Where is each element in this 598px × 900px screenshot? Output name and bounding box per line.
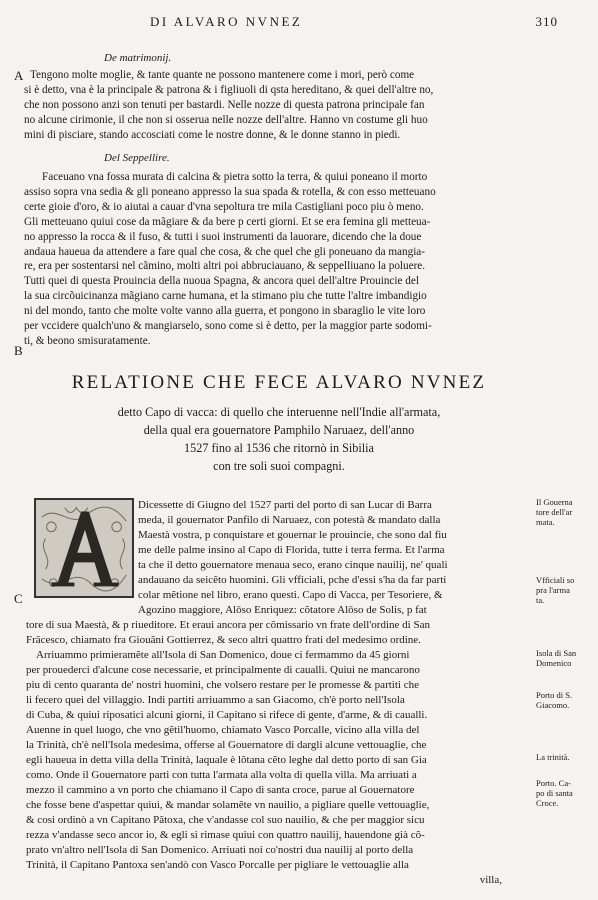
text-line: ti, & beono smisuratamente. (24, 334, 151, 347)
section-heading-marriage: De matrimonij. (104, 52, 172, 64)
margin-note (536, 497, 596, 527)
text-line: colar mẽtione nel libro, erano questi. Capo di Vacca, per Tesoriere, & (138, 589, 443, 601)
page-number: 310 (535, 14, 558, 29)
text-line: ta che il detto gouernatore menaua seco, erano cinque nauilij, ne' quali (138, 559, 448, 571)
text-line: no alcune cirimonie, il che non si osserua nelle nozze dell'altre. Hanno vn costume gli huo (24, 113, 428, 126)
decorated-initial-a-icon (36, 500, 132, 596)
text-line: per prouederci d'alcune cose necessarie, et principalmente di caualli. Quiui ne mancarono (26, 664, 420, 676)
note-line: Giacomo. (536, 700, 570, 710)
catchword: villa, (479, 874, 502, 886)
text-line: ni del mondo, tanto che molte volte vanno alla guerra, et pongono in sbaraglio le vite loro (24, 305, 426, 318)
note-line: Porto di S. (536, 690, 573, 700)
note-line: Porto. Ca- (536, 778, 571, 788)
margin-letter-c: C (14, 591, 23, 606)
relation-title: RELATIONE CHE FECE ALVARO NVNEZ (71, 372, 487, 393)
subtitle-line: detto Capo di vacca: di quello che interuenne nell'Indie all'armata, (117, 405, 441, 419)
text-line: andaua haueua da attendere a fare qual che cosa, & che quel che gli poneuano da mangia- (24, 245, 425, 258)
text-line: meda, il gouernator Panfilo di Naruaez, con potestà & mandato dalla (138, 514, 441, 526)
text-line: Auenne in quel luogo, che vno gẽtil'huomo, chiamato Vasco Porcalle, vicino alla villa del (26, 724, 420, 736)
text-line: mezzo il cammino a vn porto che chiamano il Capo di santa croce, parue al Gouernatore (26, 784, 415, 796)
decorated-initial (34, 498, 134, 598)
text-line: re, era per sostentarsi nel cãmino, molti altri poi abbruciauano, & seppelliuano la poluere. (24, 260, 426, 273)
body-text-main (26, 618, 532, 888)
text-line: li fecero quei del villaggio. Indi partiti arriuammo a san Giacomo, ch'è porto nell'Isola (26, 694, 405, 706)
text-line: Agozino maggiore, Alōso Enriquez: cõtatore Alōso de Solis, p fat (138, 604, 427, 616)
text-line: egli haueua in detta villa della Trinità, laquale è lõtana cẽto leghe dal detto porto di san Gia (26, 754, 427, 766)
text-line: si è detto, vna è la principale & patrona & i figliuoli di qsta hereditano, & quei dell'altre no, (24, 83, 434, 96)
note-line: ta. (536, 595, 545, 605)
text-line: tore di sua Maestà, & p riueditore. Et eraui ancora per cõmissario vn frate dell'ordine di San (26, 619, 430, 631)
text-line: prato vn'altro nell'Isola di San Domenico. Arriuati noi co'nostri dua nauilij al porto della (26, 844, 414, 856)
note-line: Croce. (536, 798, 559, 808)
margin-note (536, 648, 596, 668)
note-line: Isola di San (536, 648, 577, 658)
text-line: che non possono anzi son tenuti per bastardi. Nelle nozze di questa patrona principale fan (24, 98, 425, 111)
text-line: Faceuano vna fossa murata di calcina & pietra sotto la terra, & quiui poneano il morto (42, 171, 428, 183)
text-line: Frãcesco, chiamato fra Giouãni Gottierrez, & seco altri quattro frati del medesimo ordine. (26, 634, 421, 646)
margin-note (536, 690, 596, 710)
section-marriage-text (24, 68, 534, 143)
margin-note (536, 575, 596, 605)
subtitle-line: con tre soli suoi compagni. (213, 459, 345, 473)
text-line: certe gioie d'oro, & io aiutai a cauar d'vna sepoltura tre mila Castigliani poco piu ò meno. (24, 200, 424, 213)
margin-note (536, 778, 596, 808)
note-line: Il Gouerna (536, 497, 573, 507)
margin-letter-a: A (14, 68, 24, 83)
text-line: me delle palme insino al Capo di Florida, tutte i terra ferma. Et l'arma (138, 544, 445, 556)
text-line: per vccidere qualch'uno & mangiarselo, sono come si è detto, per la maggior parte sodomi- (24, 320, 432, 333)
note-line: Domenico (536, 658, 572, 668)
note-line: Vfficiali so (536, 575, 575, 585)
text-line: che fosse bene d'aspettar quiui, & mandar solamẽte vn nauilio, a pigliare quelle vettouaglie, (26, 799, 430, 811)
section-burial-text (24, 170, 534, 349)
subtitle-line: 1527 fino al 1536 che ritornò in Sibilia (184, 441, 374, 455)
text-line: Tengono molte moglie, & tante quante ne possono mantenere come i mori, però come (30, 69, 415, 81)
text-line: la Trinità, ch'è nell'Isola medesima, offerse al Gouernatore di dargli alcune vettouaglie, che (26, 739, 427, 751)
text-line: Gli metteuano quiui cose da mãgiare & da bere p certi giorni. Et se era femina gli metteua- (24, 215, 431, 228)
text-line: Tutti quei di questa Prouincia della nuoua Spagna, & ancora quei dell'altre Prouincie del (24, 275, 419, 288)
text-line: como. Onde il Gouernatore parti con tutta l'armata alla volta di quella villa. Ma arriuati a (26, 769, 417, 781)
text-line: la sua circõuicinanza mãgiano carne humana, et la stimano piu che tutte l'altre imbandigio (24, 290, 427, 303)
text-line: Maestà vostra, p conquistare et gouernar le prouincie, che sono dal fiu (138, 529, 447, 541)
note-line: pra l'arma (536, 585, 570, 595)
text-line: & cosi ordinò a vn Capitano Pãtoxa, che v'andasse col suo nauilio, & che per maggior sicu (26, 814, 425, 826)
text-line: assiso sopra vna sedia & gli poneano appresso la sua spada & rotella, & con esso metteuano (24, 185, 436, 198)
text-line: no appresso la rocca & il fuso, & tutti i suoi instrumenti da lauorare, dicendo che la doue (24, 230, 422, 243)
text-line: piu di cento quaranta de' nostri huomini, che volsero restare per le promesse & partiti che (26, 679, 419, 691)
text-line: Arriuammo primieramẽte all'Isola di San Domenico, doue ci fermammo da 45 giorni (36, 649, 410, 661)
body-text-beside-initial (138, 498, 530, 618)
subtitle-line: della qual era gouernatore Pamphilo Naruaez, dell'anno (143, 423, 415, 437)
note-line: tore dell'ar (536, 507, 573, 517)
margin-note (536, 752, 596, 762)
text-line: Trinità, il Capitano Pantoxa sen'andò con Vasco Porcalle per pigliare le vettouaglie alla (26, 859, 409, 871)
note-line: mata. (536, 517, 555, 527)
text-line: andauano da seicẽto huomini. Gli vfficiali, pche d'essi s'ha da far parti (138, 574, 447, 586)
relation-subtitle (24, 403, 534, 475)
text-line: Dicessette di Giugno del 1527 parti del porto di san Lucar di Barra (138, 499, 432, 511)
running-head-title: DI ALVARO NVNEZ (150, 14, 303, 29)
note-line: La trinità. (536, 752, 570, 762)
note-line: po di santa (536, 788, 573, 798)
section-heading-burial: Del Seppellire. (104, 152, 170, 164)
text-line: mini di pisciare, stando accosciati come le nostre donne, & le donne stanno in piedi. (24, 128, 401, 141)
text-line: rezza v'andasse seco ancor io, & egli si rimase quiui con quattro nauilij, hauendone già cõ- (26, 829, 425, 841)
text-line: di Cuba, & quiui riposatici alcuni giorni, il Capitano si rifece di gente, d'arme, & di caualli. (26, 709, 428, 721)
margin-letter-b: B (14, 343, 23, 358)
